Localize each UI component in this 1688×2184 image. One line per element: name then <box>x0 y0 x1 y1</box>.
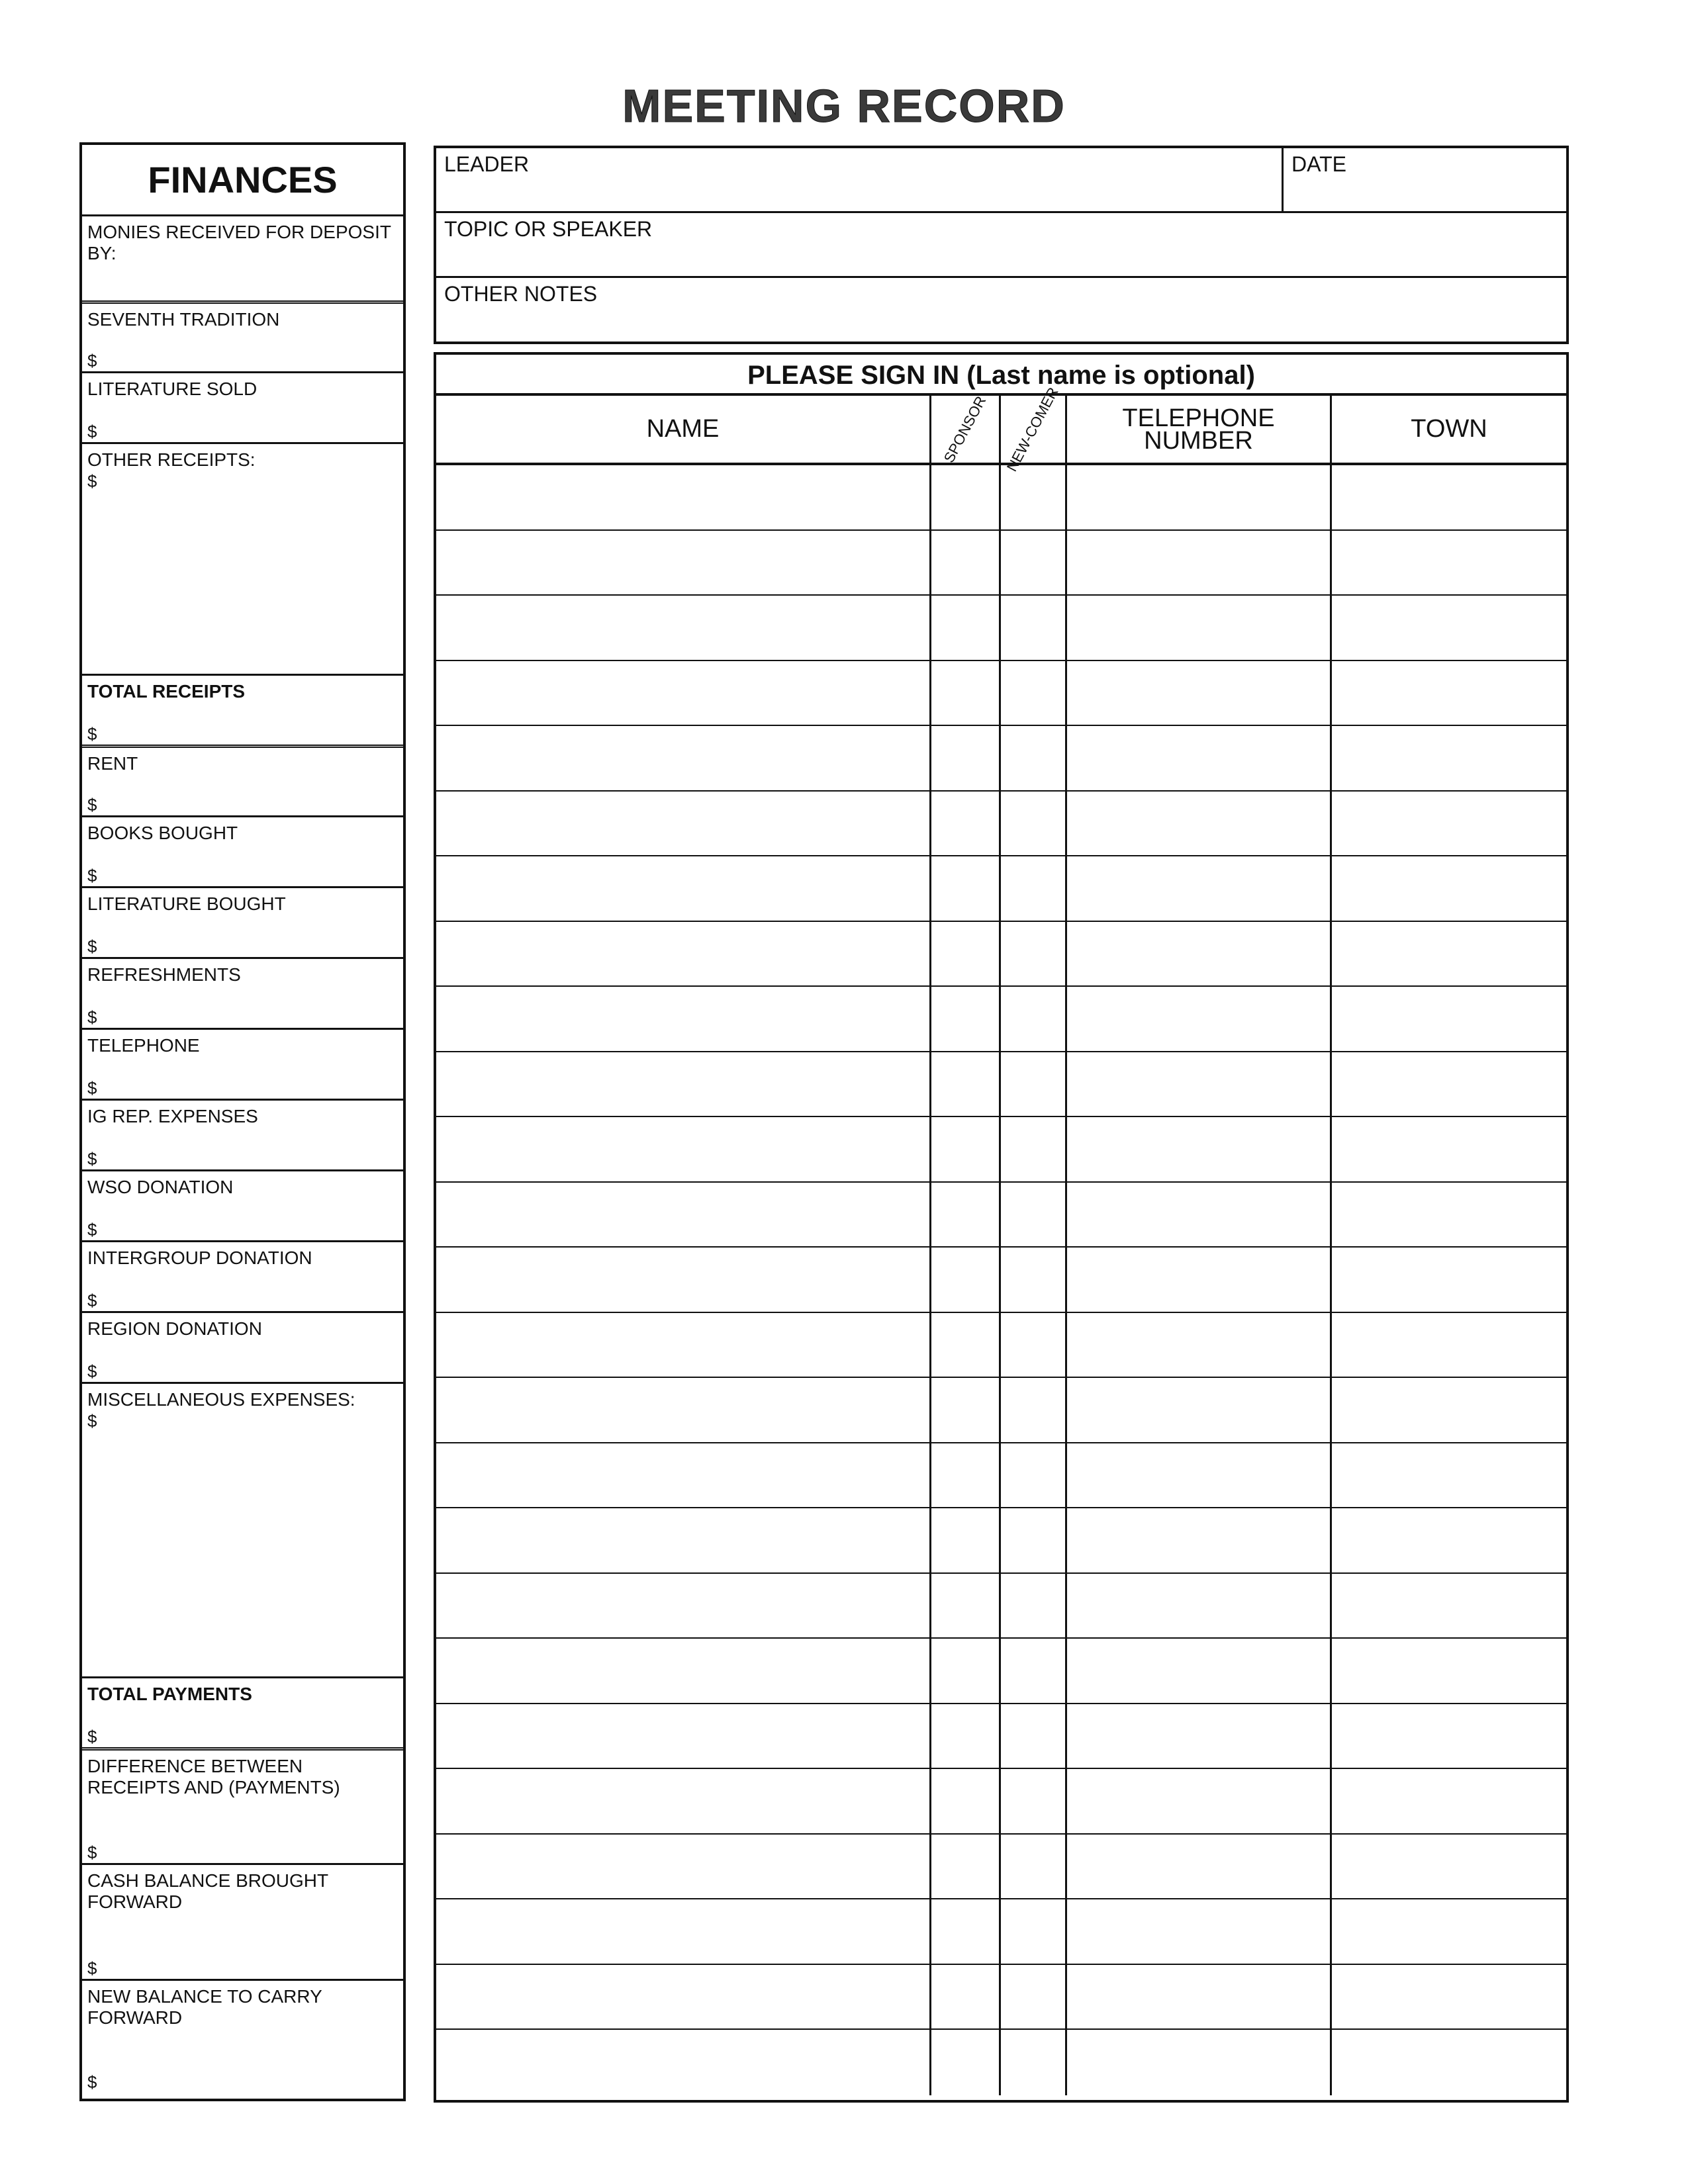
telephone-cell[interactable] <box>1065 596 1330 660</box>
newcomer-checkbox[interactable] <box>999 1052 1065 1116</box>
currency-symbol: $ <box>87 2072 97 2092</box>
newcomer-checkbox[interactable] <box>999 987 1065 1051</box>
newcomer-checkbox[interactable] <box>999 1835 1065 1899</box>
table-row <box>436 987 1566 1052</box>
finance-label: TOTAL PAYMENTS <box>87 1684 252 1704</box>
finance-row-telephone[interactable] <box>82 1028 403 1099</box>
sponsor-checkbox[interactable] <box>929 1052 999 1116</box>
column-newcomer <box>999 384 1065 475</box>
town-cell[interactable] <box>1330 1965 1566 2029</box>
town-cell[interactable] <box>1330 596 1566 660</box>
finance-row-books-bought[interactable] <box>82 815 403 886</box>
newcomer-checkbox[interactable] <box>999 465 1065 529</box>
sponsor-checkbox[interactable] <box>929 856 999 921</box>
telephone-cell[interactable] <box>1065 1965 1330 2029</box>
name-cell[interactable] <box>436 531 929 595</box>
currency-symbol: $ <box>87 1411 97 1431</box>
name-cell[interactable] <box>436 1965 929 2029</box>
finance-label: NEW BALANCE TO CARRY FORWARD <box>87 1986 322 2028</box>
finance-label: WSO DONATION <box>87 1177 234 1197</box>
telephone-cell[interactable] <box>1065 1443 1330 1508</box>
table-row <box>436 2030 1566 2095</box>
date-label: DATE <box>1291 152 1346 176</box>
name-cell[interactable] <box>436 1313 929 1377</box>
currency-symbol: $ <box>87 1007 97 1027</box>
town-cell[interactable] <box>1330 465 1566 529</box>
telephone-cell[interactable] <box>1065 531 1330 595</box>
sponsor-checkbox[interactable] <box>929 1899 999 1964</box>
town-cell[interactable] <box>1330 1313 1566 1377</box>
town-cell[interactable] <box>1330 726 1566 790</box>
name-cell[interactable] <box>436 1443 929 1508</box>
newcomer-checkbox[interactable] <box>999 2030 1065 2095</box>
notes-label: OTHER NOTES <box>444 282 598 306</box>
finance-row-difference[interactable] <box>82 1747 403 1863</box>
table-row <box>436 792 1566 857</box>
table-row <box>436 1639 1566 1704</box>
sponsor-checkbox[interactable] <box>929 596 999 660</box>
newcomer-checkbox[interactable] <box>999 1378 1065 1442</box>
name-cell[interactable] <box>436 987 929 1051</box>
sponsor-checkbox[interactable] <box>929 1965 999 2029</box>
finance-label: LITERATURE SOLD <box>87 379 258 399</box>
name-cell[interactable] <box>436 1052 929 1116</box>
sponsor-checkbox[interactable] <box>929 1508 999 1572</box>
finance-row-total-receipts[interactable] <box>82 674 403 745</box>
town-cell[interactable] <box>1330 1183 1566 1247</box>
newcomer-checkbox[interactable] <box>999 792 1065 856</box>
column-name: NAME <box>646 415 720 443</box>
sponsor-checkbox[interactable] <box>929 1378 999 1442</box>
telephone-cell[interactable] <box>1065 1313 1330 1377</box>
table-row <box>436 1052 1566 1118</box>
telephone-cell[interactable] <box>1065 1639 1330 1703</box>
currency-symbol: $ <box>87 795 97 815</box>
finance-label: BOOKS BOUGHT <box>87 823 238 843</box>
sponsor-checkbox[interactable] <box>929 1313 999 1377</box>
finance-label: TELEPHONE <box>87 1035 200 1056</box>
finance-label: REFRESHMENTS <box>87 964 241 985</box>
name-cell[interactable] <box>436 1639 929 1703</box>
newcomer-checkbox[interactable] <box>999 1639 1065 1703</box>
newcomer-checkbox[interactable] <box>999 1443 1065 1508</box>
newcomer-checkbox[interactable] <box>999 726 1065 790</box>
finance-row-literature-sold[interactable] <box>82 371 403 442</box>
sponsor-checkbox[interactable] <box>929 922 999 986</box>
finance-row-monies-received[interactable] <box>82 214 403 300</box>
notes-row[interactable] <box>436 278 1566 343</box>
finance-label: CASH BALANCE BROUGHT FORWARD <box>87 1870 328 1912</box>
name-cell[interactable] <box>436 1117 929 1181</box>
town-cell[interactable] <box>1330 856 1566 921</box>
column-newcomer-label: NEW-COMER <box>1004 384 1062 475</box>
table-row <box>436 1835 1566 1900</box>
town-cell[interactable] <box>1330 922 1566 986</box>
sign-in-header <box>436 384 1566 475</box>
name-cell[interactable] <box>436 596 929 660</box>
sponsor-checkbox[interactable] <box>929 1769 999 1833</box>
form-title: MEETING RECORD <box>622 80 1066 132</box>
name-cell[interactable] <box>436 856 929 921</box>
meeting-details <box>434 146 1569 344</box>
finance-label: MONIES RECEIVED FOR DEPOSIT BY: <box>87 222 391 263</box>
telephone-cell[interactable] <box>1065 1769 1330 1833</box>
newcomer-checkbox[interactable] <box>999 1574 1065 1638</box>
town-cell[interactable] <box>1330 1704 1566 1768</box>
table-row <box>436 1183 1566 1248</box>
currency-symbol: $ <box>87 422 97 441</box>
currency-symbol: $ <box>87 1958 97 1978</box>
sponsor-checkbox[interactable] <box>929 1704 999 1768</box>
newcomer-checkbox[interactable] <box>999 1313 1065 1377</box>
town-cell[interactable] <box>1330 1639 1566 1703</box>
currency-symbol: $ <box>87 866 97 886</box>
currency-symbol: $ <box>87 1078 97 1098</box>
newcomer-checkbox[interactable] <box>999 1248 1065 1312</box>
finances-heading: FINANCES <box>148 159 338 201</box>
name-cell[interactable] <box>436 792 929 856</box>
finance-row-total-payments[interactable] <box>82 1676 403 1747</box>
finances-panel <box>79 142 406 2101</box>
sponsor-checkbox[interactable] <box>929 726 999 790</box>
table-row <box>436 726 1566 792</box>
finance-row-other-receipts[interactable] <box>82 442 403 674</box>
name-cell[interactable] <box>436 1508 929 1572</box>
town-cell[interactable] <box>1330 1508 1566 1572</box>
column-town: TOWN <box>1330 396 1566 463</box>
finance-row-rent[interactable] <box>82 745 403 815</box>
name-cell[interactable] <box>436 1899 929 1964</box>
telephone-cell[interactable] <box>1065 1508 1330 1572</box>
currency-symbol: $ <box>87 471 97 491</box>
currency-symbol: $ <box>87 724 97 744</box>
sponsor-checkbox[interactable] <box>929 1639 999 1703</box>
table-row <box>436 1704 1566 1770</box>
finance-row-intergroup-donation[interactable] <box>82 1240 403 1311</box>
newcomer-checkbox[interactable] <box>999 922 1065 986</box>
currency-symbol: $ <box>87 936 97 956</box>
finance-label: IG REP. EXPENSES <box>87 1106 258 1126</box>
table-row <box>436 1313 1566 1379</box>
name-cell[interactable] <box>436 1248 929 1312</box>
finance-label: REGION DONATION <box>87 1318 262 1339</box>
table-row <box>436 1965 1566 2030</box>
town-cell[interactable] <box>1330 987 1566 1051</box>
table-row <box>436 1899 1566 1965</box>
currency-symbol: $ <box>87 1843 97 1862</box>
telephone-cell[interactable] <box>1065 661 1330 725</box>
telephone-cell[interactable] <box>1065 856 1330 921</box>
sign-in-rows <box>436 465 1566 2095</box>
sponsor-checkbox[interactable] <box>929 1574 999 1638</box>
town-cell[interactable] <box>1330 1443 1566 1508</box>
sponsor-checkbox[interactable] <box>929 2030 999 2095</box>
telephone-cell[interactable] <box>1065 792 1330 856</box>
name-cell[interactable] <box>436 465 929 529</box>
telephone-cell[interactable] <box>1065 726 1330 790</box>
sponsor-checkbox[interactable] <box>929 1183 999 1247</box>
newcomer-checkbox[interactable] <box>999 1965 1065 2029</box>
town-cell[interactable] <box>1330 2030 1566 2095</box>
finance-label: RENT <box>87 753 138 774</box>
finance-row-ig-rep-expenses[interactable] <box>82 1099 403 1169</box>
finance-row-cash-balance-brought-forward[interactable] <box>82 1863 403 1979</box>
finance-label: TOTAL RECEIPTS <box>87 681 246 702</box>
table-row <box>436 1574 1566 1639</box>
town-cell[interactable] <box>1330 792 1566 856</box>
sponsor-checkbox[interactable] <box>929 792 999 856</box>
table-row <box>436 465 1566 531</box>
column-telephone-line2: NUMBER <box>1144 426 1253 455</box>
table-row <box>436 1378 1566 1443</box>
town-cell[interactable] <box>1330 1769 1566 1833</box>
name-cell[interactable] <box>436 2030 929 2095</box>
newcomer-checkbox[interactable] <box>999 1769 1065 1833</box>
name-cell[interactable] <box>436 1378 929 1442</box>
column-telephone-line1: TELEPHONE <box>1122 404 1275 432</box>
table-row <box>436 922 1566 987</box>
finance-row-new-balance[interactable] <box>82 1979 403 2093</box>
town-cell[interactable] <box>1330 1835 1566 1899</box>
telephone-cell[interactable] <box>1065 465 1330 529</box>
newcomer-checkbox[interactable] <box>999 596 1065 660</box>
finance-row-wso-donation[interactable] <box>82 1169 403 1240</box>
table-row <box>436 856 1566 922</box>
sponsor-checkbox[interactable] <box>929 1835 999 1899</box>
name-cell[interactable] <box>436 1835 929 1899</box>
town-cell[interactable] <box>1330 1052 1566 1116</box>
newcomer-checkbox[interactable] <box>999 1704 1065 1768</box>
finance-label: SEVENTH TRADITION <box>87 309 280 330</box>
sponsor-checkbox[interactable] <box>929 1117 999 1181</box>
newcomer-checkbox[interactable] <box>999 856 1065 921</box>
name-cell[interactable] <box>436 922 929 986</box>
newcomer-checkbox[interactable] <box>999 1508 1065 1572</box>
town-cell[interactable] <box>1330 1248 1566 1312</box>
newcomer-checkbox[interactable] <box>999 1117 1065 1181</box>
newcomer-checkbox[interactable] <box>999 1899 1065 1964</box>
telephone-cell[interactable] <box>1065 2030 1330 2095</box>
sponsor-checkbox[interactable] <box>929 661 999 725</box>
finance-row-miscellaneous-expenses[interactable] <box>82 1382 403 1676</box>
name-cell[interactable] <box>436 1574 929 1638</box>
name-cell[interactable] <box>436 726 929 790</box>
finance-row-region-donation[interactable] <box>82 1311 403 1382</box>
table-row <box>436 1248 1566 1313</box>
sponsor-checkbox[interactable] <box>929 1248 999 1312</box>
telephone-cell[interactable] <box>1065 922 1330 986</box>
topic-label: TOPIC OR SPEAKER <box>444 217 653 241</box>
finance-row-refreshments[interactable] <box>82 957 403 1028</box>
sponsor-checkbox[interactable] <box>929 1443 999 1508</box>
currency-symbol: $ <box>87 1291 97 1310</box>
table-row <box>436 1769 1566 1835</box>
sign-in-table <box>434 352 1569 2103</box>
currency-symbol: $ <box>87 1727 97 1747</box>
telephone-cell[interactable] <box>1065 987 1330 1051</box>
town-cell[interactable] <box>1330 1117 1566 1181</box>
town-cell[interactable] <box>1330 531 1566 595</box>
telephone-cell[interactable] <box>1065 1704 1330 1768</box>
newcomer-checkbox[interactable] <box>999 1183 1065 1247</box>
finance-label: DIFFERENCE BETWEEN RECEIPTS AND (PAYMENTS) <box>87 1756 340 1797</box>
town-cell[interactable] <box>1330 1899 1566 1964</box>
table-row <box>436 661 1566 727</box>
currency-symbol: $ <box>87 351 97 371</box>
telephone-cell[interactable] <box>1065 1052 1330 1116</box>
sponsor-checkbox[interactable] <box>929 465 999 529</box>
name-cell[interactable] <box>436 1704 929 1768</box>
telephone-cell[interactable] <box>1065 1183 1330 1247</box>
date-field[interactable] <box>1282 148 1566 213</box>
telephone-cell[interactable] <box>1065 1378 1330 1442</box>
telephone-cell[interactable] <box>1065 1117 1330 1181</box>
topic-row[interactable] <box>436 213 1566 278</box>
finance-row-literature-bought[interactable] <box>82 886 403 957</box>
town-cell[interactable] <box>1330 1378 1566 1442</box>
currency-symbol: $ <box>87 1361 97 1381</box>
leader-field[interactable]: LEADER <box>444 152 530 176</box>
telephone-cell[interactable] <box>1065 1248 1330 1312</box>
telephone-cell[interactable] <box>1065 1574 1330 1638</box>
column-telephone <box>1065 396 1330 463</box>
table-row <box>436 1508 1566 1574</box>
table-row <box>436 1443 1566 1509</box>
sign-in-title: PLEASE SIGN IN (Last name is optional) <box>436 355 1566 396</box>
currency-symbol: $ <box>87 1220 97 1240</box>
finance-label: OTHER RECEIPTS: <box>87 449 256 470</box>
newcomer-checkbox[interactable] <box>999 531 1065 595</box>
town-cell[interactable] <box>1330 661 1566 725</box>
finance-row-seventh-tradition[interactable] <box>82 300 403 371</box>
sponsor-checkbox[interactable] <box>929 531 999 595</box>
name-cell[interactable] <box>436 661 929 725</box>
currency-symbol: $ <box>87 1149 97 1169</box>
finance-label: MISCELLANEOUS EXPENSES: <box>87 1389 355 1410</box>
column-sponsor-label: SPONSOR <box>940 392 990 465</box>
town-cell[interactable] <box>1330 1574 1566 1638</box>
telephone-cell[interactable] <box>1065 1835 1330 1899</box>
leader-row <box>436 148 1566 213</box>
finance-label: INTERGROUP DONATION <box>87 1248 312 1268</box>
telephone-cell[interactable] <box>1065 1899 1330 1964</box>
table-row <box>436 1117 1566 1183</box>
table-row <box>436 531 1566 596</box>
table-row <box>436 596 1566 661</box>
name-cell[interactable] <box>436 1183 929 1247</box>
name-cell[interactable] <box>436 1769 929 1833</box>
newcomer-checkbox[interactable] <box>999 661 1065 725</box>
column-sponsor <box>929 392 999 465</box>
sponsor-checkbox[interactable] <box>929 987 999 1051</box>
finance-label: LITERATURE BOUGHT <box>87 893 286 914</box>
